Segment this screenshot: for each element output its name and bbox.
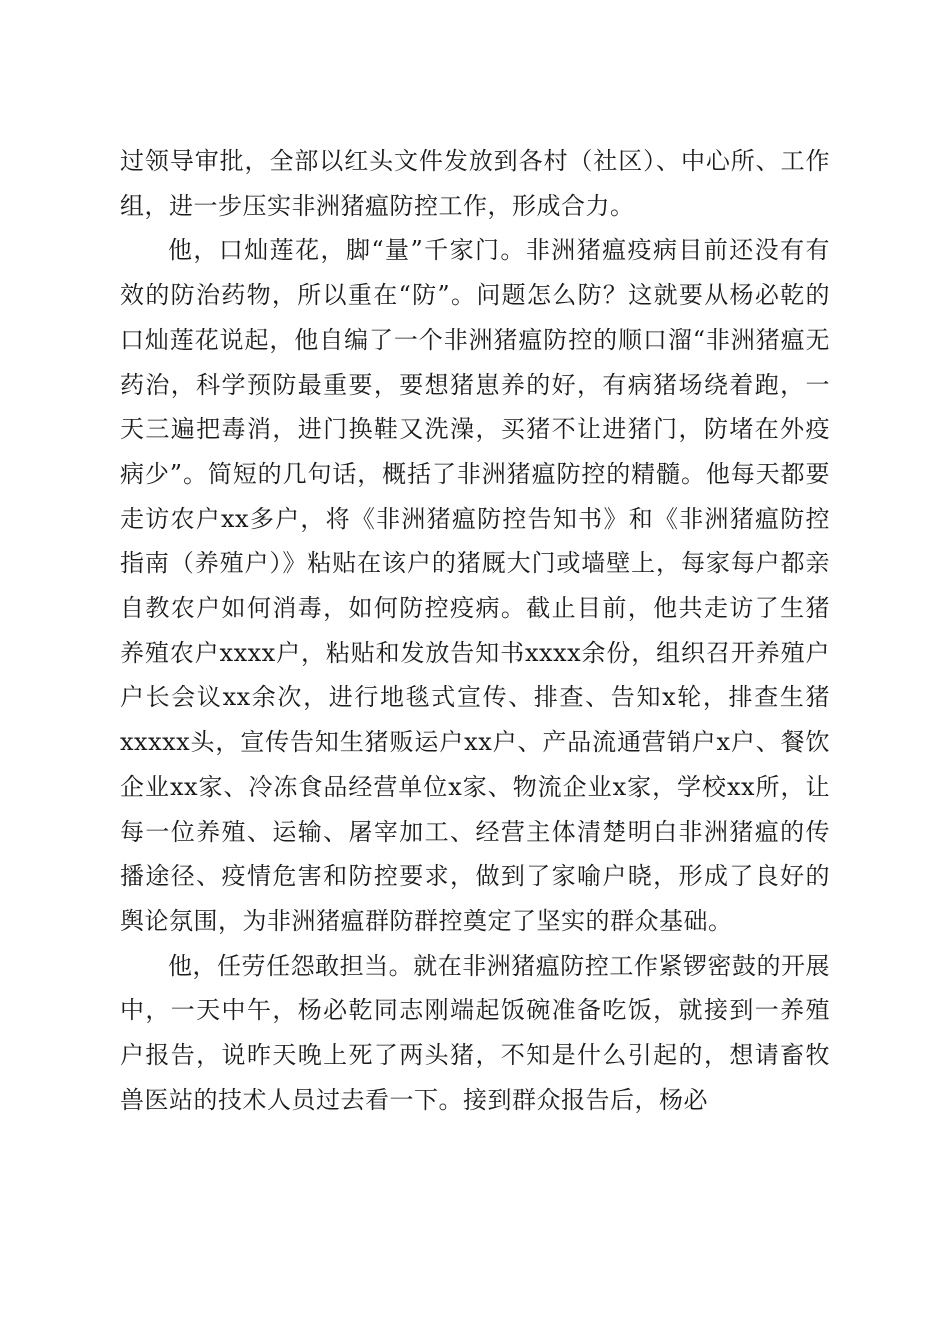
paragraph-responsibility: 他，任劳任怨敢担当。就在非洲猪瘟防控工作紧锣密鼓的开展中，一天中午，杨必乾同志刚端起饭碗准备吃饭，就接到一养殖户报告，说昨天晚上死了两头猪，不知是什么引起的，想请畜牧兽医站的技术人员过去看一下。接到群众报告后，杨必 [120, 951, 830, 1114]
paragraph-publicity: 他，口灿莲花，脚“量”千家门。非洲猪瘟疫病目前还没有有效的防治药物，所以重在“防”。问题怎么防？这就要从杨必乾的口灿莲花说起，他自编了一个非洲猪瘟防控的顺口溜“非洲猪瘟无药治，科学预防最重要，要想猪崽养的好，有病猪场绕着跑，一天三遍把毒消，进门换鞋又洗澡，买猪不让进猪门，防堵在外疫病少”。简短的几句话，概括了非洲猪瘟防控的精髓。他每天都要走访农户xx多户，将《非洲猪瘟防控告知书》和《非洲猪瘟防控指南（养殖户）》粘贴在该户的猪厩大门或墙壁上，每家每户都亲自教农户如何消毒，如何防控疫病。截止目前，他共走访了生猪养殖农户xxxx户，粘贴和发放告知书xxxx余份，组织召开养殖户户长会议xx余次，进行地毯式宣传、排查、告知x轮，排查生猪xxxxx头，宣传告知生猪贩运户xx户、产品流通营销户x户、餐饮企业xx家、冷冻食品经营单位x家、物流企业x家，学校xx所，让每一位养殖、运输、屠宰加工、经营主体清楚明白非洲猪瘟的传播途径、疫情危害和防控要求，做到了家喻户晓，形成了良好的舆论氛围，为非洲猪瘟群防群控奠定了坚实的群众基础。 [120, 236, 830, 935]
paragraph-continuation: 过领导审批，全部以红头文件发放到各村（社区）、中心所、工作组，进一步压实非洲猪瘟防控工作，形成合力。 [120, 147, 830, 220]
document-body [120, 139, 830, 1122]
